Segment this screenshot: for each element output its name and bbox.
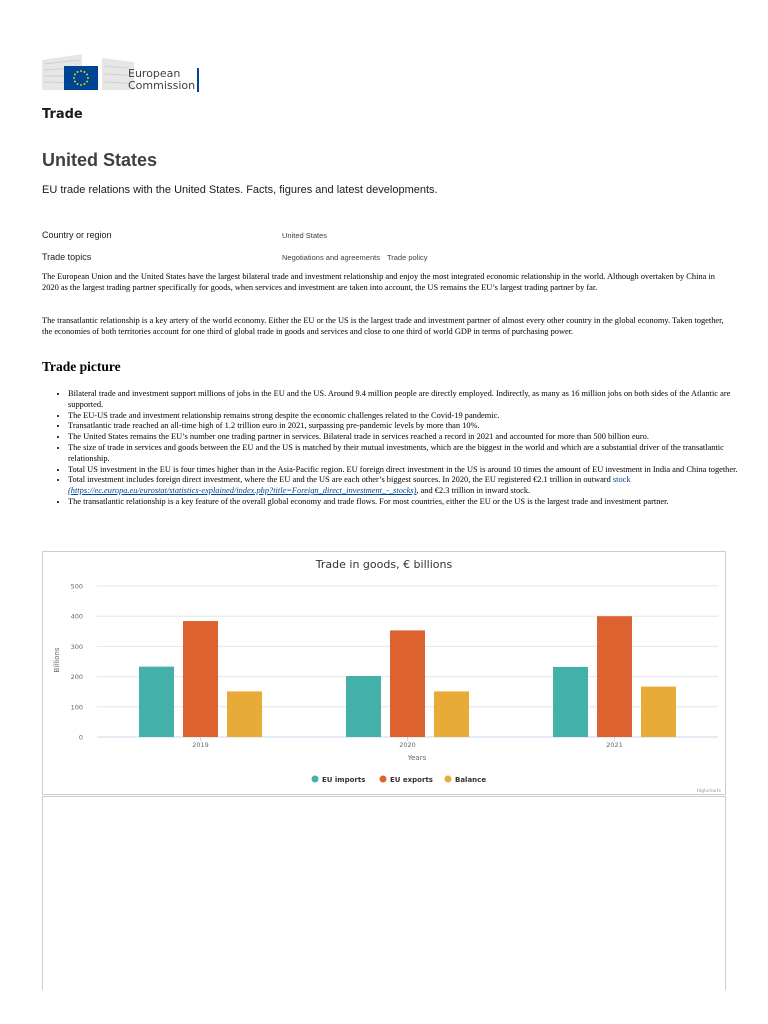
page-title: United States: [42, 150, 158, 170]
list-item: • The size of trade in services and goods between the EU and the US is matched by their mutual investments, which are the biggest in the world and which are a substantial driver of the transatlantic relationship.: [68, 443, 753, 465]
country-label: Country or region: [42, 230, 112, 240]
site-name[interactable]: Trade: [42, 107, 83, 122]
second-chart-panel: [42, 796, 726, 990]
y-tick-label: 500: [70, 582, 83, 591]
bar-eu-exports-2019[interactable]: [183, 621, 218, 737]
y-tick-label: 0: [78, 733, 83, 742]
legend-label: EU imports: [322, 776, 366, 784]
bar-eu-imports-2020[interactable]: [346, 676, 381, 737]
bar-eu-imports-2021[interactable]: [553, 667, 588, 737]
paragraph-intro: The European Union and the United States have the largest bilateral trade and investment relationship and enjoy the most integrated economic relationship in the world. Although overtaken by China in 2020 as the largest trading partner specifically for goods, when services and investment are taken into account, the US remains the EU’s largest trading partner by far.: [42, 272, 715, 292]
bar-eu-exports-2020[interactable]: [390, 630, 425, 737]
brand-text: [128, 68, 195, 92]
bullet-text: , and €2.3 trillion in inward stock.: [416, 486, 531, 496]
eurostat-link[interactable]: (https://ec.europa.eu/eurostat/statistics-explained/index.php?title=Foreign_direct_investment_-_stocks): [68, 486, 417, 496]
topics-label: Trade topics: [42, 252, 92, 262]
x-axis-label: Years: [407, 754, 427, 762]
legend-marker: [445, 776, 452, 783]
country-value: [282, 231, 332, 240]
topics-list: [282, 253, 433, 262]
legend-label: EU exports: [390, 776, 433, 784]
eu-flag-icon: [64, 66, 98, 90]
legend-marker: [380, 776, 387, 783]
x-tick-label: 2021: [606, 741, 623, 749]
chart-credit[interactable]: Highcharts: [696, 789, 721, 794]
legend-item-eu-imports[interactable]: [312, 776, 366, 785]
y-tick-label: 100: [70, 703, 83, 712]
bullet-text: Total investment includes foreign direct investment, where the EU and the US are each other’s biggest sources. In 2020, the EU registered €2.1 trillion in outward: [68, 475, 613, 485]
list-item: • Transatlantic trade reached an all-time high of 1.2 trillion euro in 2021, surpassing pre-pandemic levels by more than 10%.: [68, 421, 753, 432]
brand-line-2: Commission: [128, 79, 196, 92]
list-item: • The United States remains the EU’s number one trading partner in services. Bilateral trade in services reached a record in 2021 and accounted for more than 500 billion euro.: [68, 432, 753, 443]
bar-eu-exports-2021[interactable]: [597, 616, 632, 737]
legend-item-balance[interactable]: [445, 776, 487, 785]
x-tick-label: 2020: [399, 741, 416, 749]
stock-link[interactable]: stock: [612, 475, 631, 485]
x-tick-label: 2019: [192, 741, 209, 749]
list-item: • The transatlantic relationship is a key feature of the overall global economy and trade flows. For most countries, either the EU or the US is the largest trade and investment partner.: [68, 497, 753, 508]
bar-balance-2020[interactable]: [434, 691, 469, 737]
list-item: [68, 475, 753, 497]
legend-item-eu-exports[interactable]: [380, 776, 433, 785]
european-commission-logo[interactable]: [42, 52, 202, 94]
bar-eu-imports-2019[interactable]: [139, 667, 174, 737]
bar-balance-2019[interactable]: [227, 691, 262, 737]
chart-svg: [43, 552, 725, 794]
topic-link-negotiations[interactable]: Negotiations and agreements: [282, 253, 380, 262]
brand-line-1: European: [128, 67, 181, 80]
list-item: • Total US investment in the EU is four times higher than in the Asia-Pacific region. EU foreign direct investment in the US is around 10 times the amount of EU investment in India and China together.: [68, 465, 753, 476]
trade-in-goods-chart: [42, 551, 726, 795]
y-tick-label: 300: [70, 642, 83, 651]
y-tick-label: 200: [70, 673, 83, 682]
brand-divider: [197, 68, 199, 92]
chart-title: Trade in goods, € billions: [315, 558, 453, 571]
legend-label: Balance: [455, 776, 487, 784]
legend-marker: [312, 776, 319, 783]
topic-link-trade-policy[interactable]: Trade policy: [386, 253, 428, 262]
paragraph-artery: The transatlantic relationship is a key artery of the world economy. Either the EU or the US is the largest trade and investment partner of almost every other country in the global economy. Taken together, the economies of both territories account for one third of global trade in goods and services and close to one third of world GDP in terms of purchasing power.: [42, 316, 724, 336]
y-tick-label: 400: [70, 612, 83, 621]
trade-picture-list: [42, 389, 753, 508]
list-item: • Bilateral trade and investment support millions of jobs in the EU and the US. Around 9.4 million people are directly employed. Indirectly, as many as 16 million jobs on both sides of the Atlantic are supported.: [68, 389, 753, 411]
page-intro: EU trade relations with the United States. Facts, figures and latest developments.: [42, 184, 438, 196]
country-link[interactable]: United States: [282, 231, 328, 240]
section-title-trade-picture: Trade picture: [42, 359, 121, 374]
y-axis-label: Billions: [53, 647, 61, 673]
bar-balance-2021[interactable]: [641, 687, 676, 737]
list-item: • The EU-US trade and investment relationship remains strong despite the economic challenges related to the Covid-19 pandemic.: [68, 411, 753, 422]
